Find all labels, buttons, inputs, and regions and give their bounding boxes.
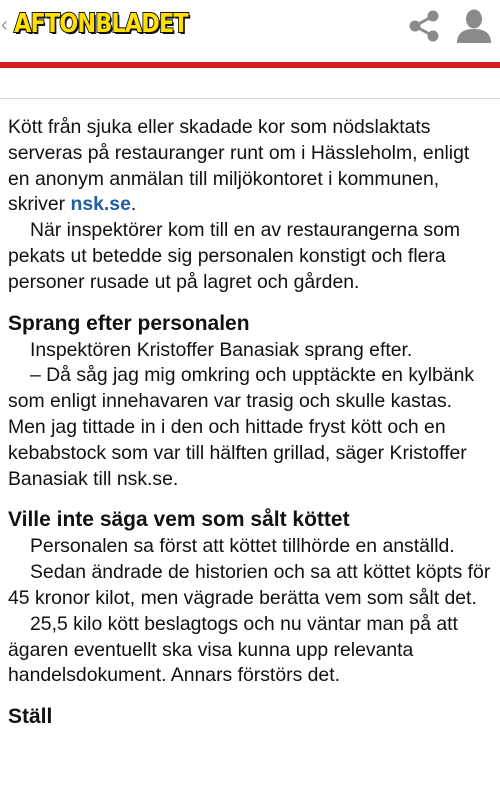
source-link[interactable]: nsk.se (70, 193, 131, 216)
article-paragraph: Personalen sa först att köttet tillhörde en anställd. (30, 535, 455, 558)
section-heading: Ville inte säga vem som sålt köttet (8, 508, 350, 532)
app-header (0, 0, 500, 62)
article-paragraph: Inspektören Kristoffer Banasiak sprang efter. (30, 338, 413, 361)
user-icon[interactable] (455, 8, 493, 44)
article-body (8, 115, 494, 731)
article-intro (8, 115, 494, 218)
article-paragraph: – Då såg jag mig omkring och upptäckte en kylbänk som enligt innehavaren var trasig och skulle kastas. Men jag tittade in i den och hittade fryst kött och en kebabstock som var till hälften grillad, säger Kristoffer Banasiak till nsk.se. (8, 364, 475, 490)
back-chevron-icon[interactable]: ‹ (1, 14, 8, 36)
share-icon[interactable] (406, 8, 442, 44)
header-accent-bar (0, 62, 500, 68)
header-divider (0, 98, 500, 99)
intro-end: . (130, 193, 137, 216)
article-paragraph: När inspektörer kom till en av restaurangerna som pekats ut betedde sig personalen konstigt och flera personer rusade ut på lagret och gården. (8, 219, 461, 293)
section-heading-partial: Ställ (8, 705, 53, 729)
logo-text: AFTONBLADET (14, 9, 188, 39)
article-paragraph: Sedan ändrade de historien och sa att köttet köpts för 45 kronor kilot, men vägrade berätta vem som sålt det. (8, 561, 491, 609)
section-heading: Sprang efter personalen (8, 311, 250, 335)
article-paragraph: 25,5 kilo kött beslagtogs och nu väntar man på att ägaren eventuellt ska visa kunna upp relevanta handelsdokument. Annars förstörs det. (8, 612, 458, 687)
aftonbladet-logo[interactable] (14, 8, 216, 40)
intro-text: Kött från sjuka eller skadade kor som nödslaktats serveras på restauranger runt om i Hässleholm, enligt en anonym anmälan till miljökontoret i kommunen, skriver (8, 116, 470, 216)
